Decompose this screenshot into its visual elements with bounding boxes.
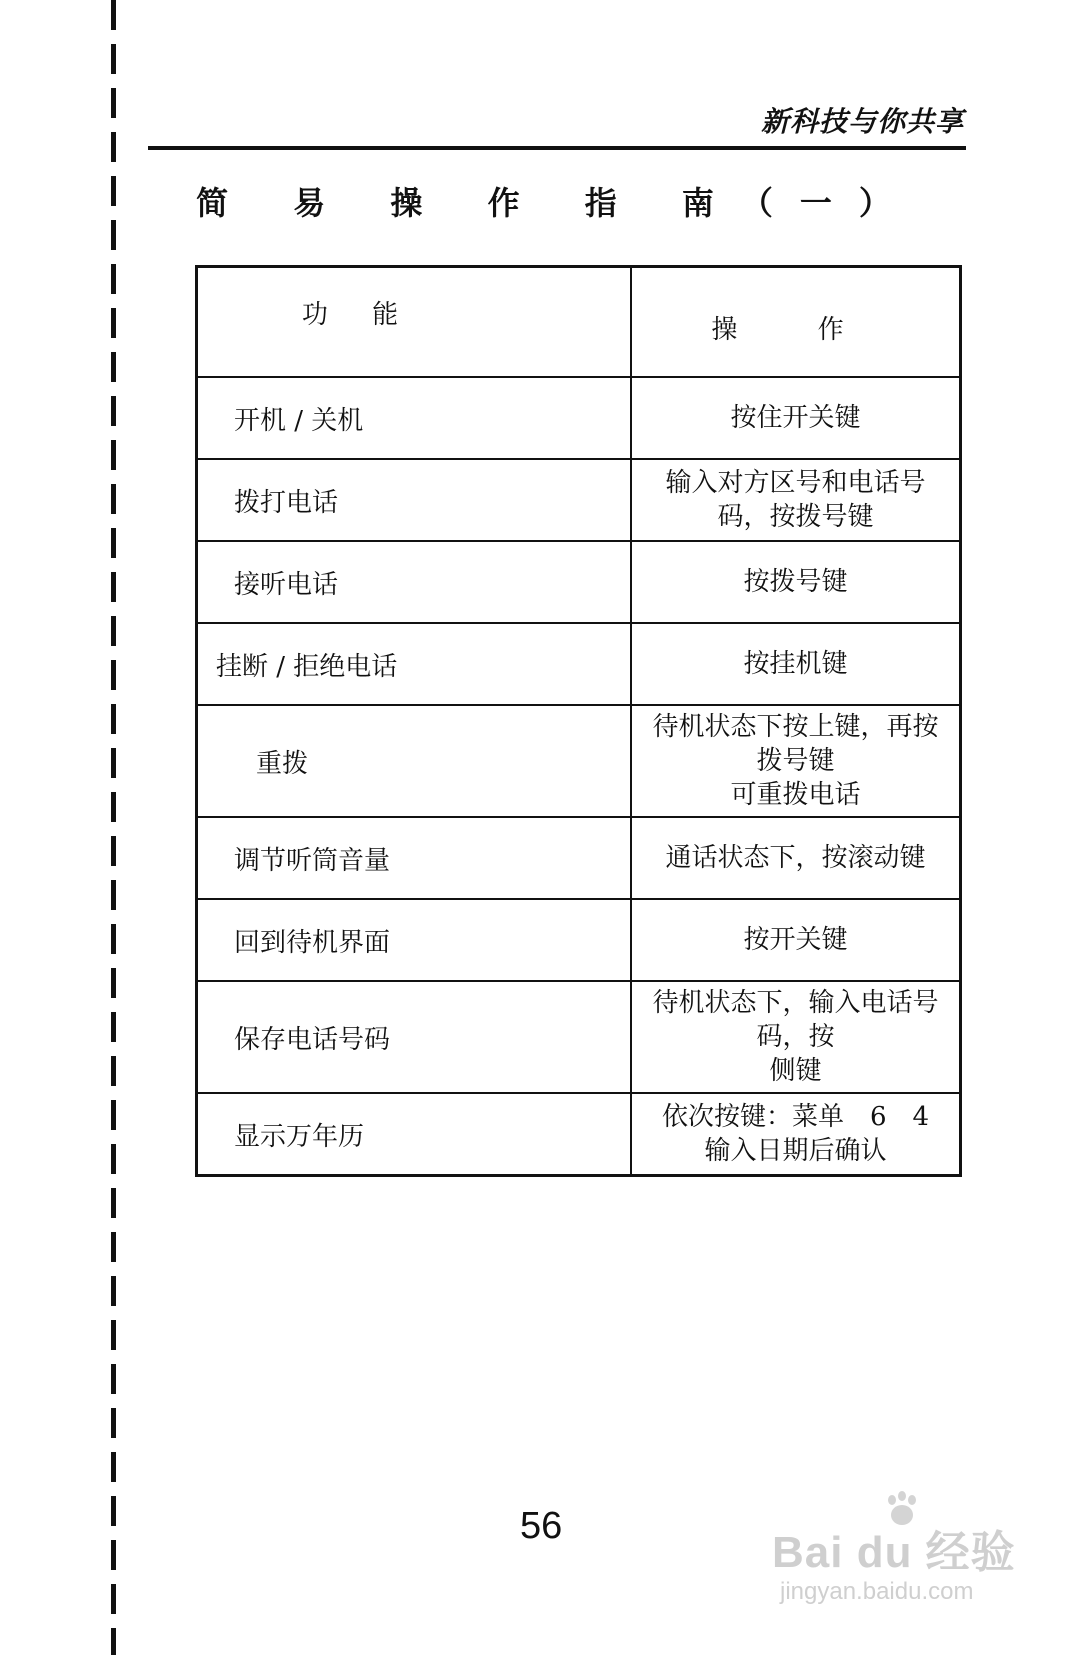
table-row <box>197 705 961 817</box>
table-header-row <box>197 267 961 378</box>
function-cell: 显示万年历 <box>197 1093 632 1176</box>
table-row <box>197 899 961 981</box>
operation-line: 待机状态下，输入电话号码，按 <box>652 988 939 1052</box>
operation-cell <box>631 377 961 459</box>
operation-line: 可重拨电话 <box>730 780 861 810</box>
watermark-logo: Bai du 经验 <box>772 1528 1016 1577</box>
table-row <box>197 541 961 623</box>
operation-line: 按开关键 <box>743 925 848 955</box>
function-cell: 回到待机界面 <box>197 899 632 981</box>
column-header-function: 功 能 <box>197 267 632 378</box>
operation-cell <box>631 541 961 623</box>
header-tagline: 新科技与你共享 <box>760 105 964 138</box>
table-row <box>197 981 961 1093</box>
operation-cell <box>631 705 961 817</box>
function-cell: 保存电话号码 <box>197 981 632 1093</box>
operation-line: 按拨号键 <box>743 567 848 597</box>
dashed-cut-line <box>111 0 116 1655</box>
operation-cell <box>631 459 961 541</box>
baidu-jingyan-watermark <box>772 1490 1022 1610</box>
operation-cell <box>631 623 961 705</box>
table-row <box>197 1093 961 1176</box>
operation-cell <box>631 1093 961 1176</box>
header-rule <box>148 146 966 150</box>
operation-line: 待机状态下按上键，再按拨号键 <box>652 712 939 776</box>
function-cell: 接听电话 <box>197 541 632 623</box>
operation-line: 按挂机键 <box>743 649 848 679</box>
operation-cell <box>631 981 961 1093</box>
page-number: 56 <box>520 1505 563 1547</box>
table-row <box>197 817 961 899</box>
function-cell: 挂断 / 拒绝电话 <box>197 623 632 705</box>
operation-line: 依次按键：菜单 6 4 <box>661 1102 930 1132</box>
operation-cell <box>631 817 961 899</box>
operation-cell <box>631 899 961 981</box>
function-cell: 重拨 <box>197 705 632 817</box>
function-cell: 调节听筒音量 <box>197 817 632 899</box>
table-row <box>197 623 961 705</box>
function-cell: 拨打电话 <box>197 459 632 541</box>
page-title: 简 易 操 作 指 南（一） <box>196 184 918 222</box>
column-header-operation: 操 作 <box>631 267 961 378</box>
table-row <box>197 459 961 541</box>
operation-line: 通话状态下，按滚动键 <box>665 843 926 873</box>
operation-line: 侧键 <box>769 1056 822 1086</box>
operation-line: 输入对方区号和电话号 <box>665 468 926 498</box>
watermark-url: jingyan.baidu.com <box>780 1578 974 1605</box>
table-row <box>197 377 961 459</box>
operation-line: 按住开关键 <box>730 403 861 433</box>
operation-line: 输入日期后确认 <box>704 1136 887 1166</box>
operation-guide-table <box>195 265 962 1177</box>
function-cell: 开机 / 关机 <box>197 377 632 459</box>
operation-line: 码，按拨号键 <box>717 502 874 532</box>
